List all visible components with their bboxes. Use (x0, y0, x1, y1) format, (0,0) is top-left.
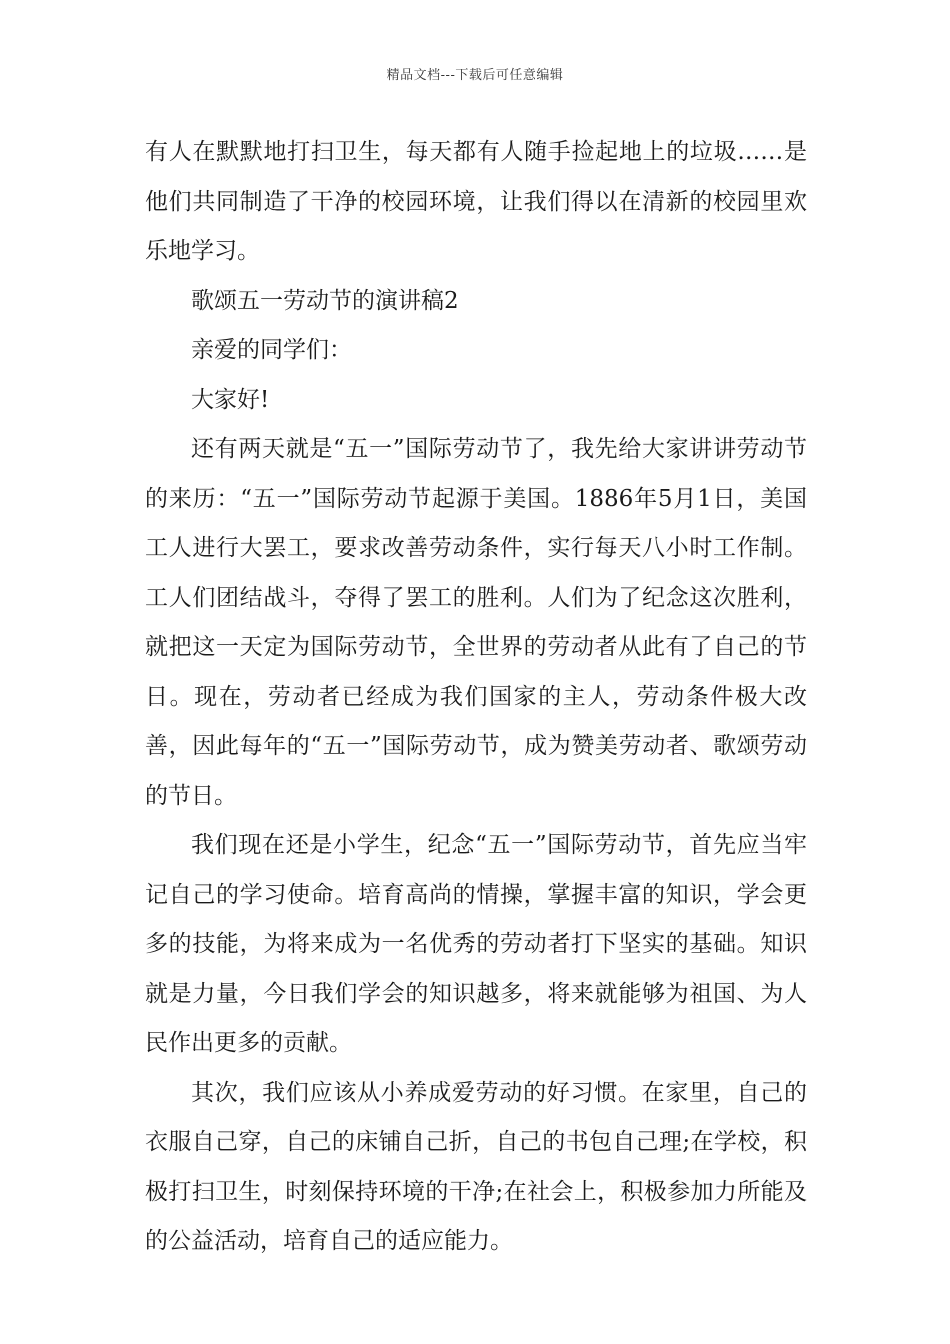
paragraph-history: 还有两天就是“五一”国际劳动节了，我先给大家讲讲劳动节的来历：“五一”国际劳动节起源于美国。1886年5月1日，美国工人进行大罢工，要求改善劳动条件，实行每天八小时工作制。工人们团结战斗，夺得了罢工的胜利。人们为了纪念这次胜利，就把这一天定为国际劳动节，全世界的劳动者从此有了自己的节日。现在，劳动者已经成为我们国家的主人，劳动条件极大改善，因此每年的“五一”国际劳动节，成为赞美劳动者、歌颂劳动的节日。 (145, 436, 807, 809)
page-header: 精品文档---下载后可任意编辑 (386, 68, 564, 83)
speech-title: 歌颂五一劳动节的演讲稿2 (191, 287, 459, 314)
paragraph-habits: 其次，我们应该从小养成爱劳动的好习惯。在家里，自己的衣服自己穿，自己的床铺自己折，自己的书包自己理;在学校，积极打扫卫生，时刻保持环境的干净;在社会上，积极参加力所能及的公益活动，培育自己的适应能力。 (145, 1079, 807, 1254)
greeting: 大家好! (191, 386, 270, 413)
paragraph-study: 我们现在还是小学生，纪念“五一”国际劳动节，首先应当牢记自己的学习使命。培育高尚的情操，掌握丰富的知识，学会更多的技能，为将来成为一名优秀的劳动者打下坚实的基础。知识就是力量，今日我们学会的知识越多，将来就能够为祖国、为人民作出更多的贡献。 (145, 832, 807, 1056)
salutation: 亲爱的同学们： (191, 337, 352, 363)
document-body (145, 128, 807, 1267)
paragraph-continued: 有人在默默地打扫卫生，每天都有人随手捡起地上的垃圾……是他们共同制造了干净的校园环境，让我们得以在清新的校园里欢乐地学习。 (145, 139, 807, 264)
